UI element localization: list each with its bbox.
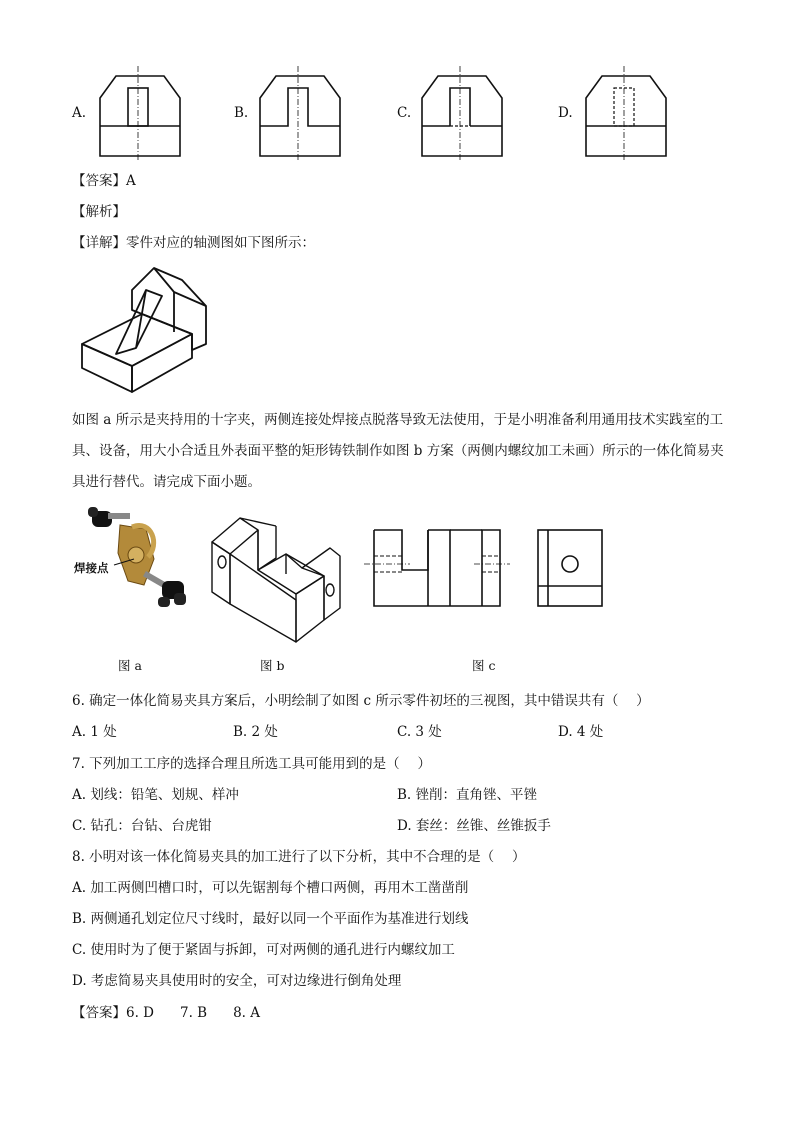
q7-stem: 7. 下列加工工序的选择合理且所选工具可能用到的是（ ） <box>72 756 431 772</box>
figure-c-three-views <box>364 522 614 618</box>
q8-stem: 8. 小明对该一体化简易夹具的加工进行了以下分析，其中不合理的是（ ） <box>72 849 526 865</box>
q7-option-a: A. 划线：铅笔、划规、样冲 <box>72 787 239 803</box>
isometric-part-drawing <box>76 262 216 397</box>
analysis-tag: 【解析】 <box>72 204 126 220</box>
detail-tag: 【详解】 <box>72 235 126 251</box>
option-d-drawing <box>584 64 674 164</box>
q8-option-b: B. 两侧通孔划定位尺寸线时，最好以同一个平面作为基准进行划线 <box>72 911 469 927</box>
q8-option-a: A. 加工两侧凹槽口时，可以先锯割每个槽口两侧，再用木工凿凿削 <box>72 880 469 896</box>
answer2-tag: 【答案】 <box>72 1005 126 1021</box>
caption-b: 图 b <box>260 658 285 673</box>
answer2-q7: 7. B <box>180 1005 208 1021</box>
caption-a: 图 a <box>118 658 142 673</box>
answer2-q6: 6. D <box>126 1005 154 1021</box>
option-b-label: B. <box>234 105 249 121</box>
option-c-drawing <box>420 64 510 164</box>
q6-option-d: D. 4 处 <box>558 724 604 740</box>
option-a-label: A. <box>72 105 87 121</box>
q8-option-c: C. 使用时为了便于紧固与拆卸，可对两侧的通孔进行内螺纹加工 <box>72 942 455 958</box>
q7-option-c: C. 钻孔：台钻、台虎钳 <box>72 818 212 834</box>
option-a-drawing <box>98 64 188 164</box>
answer2-line <box>72 1004 260 1022</box>
answer2-q8: 8. A <box>233 1005 261 1021</box>
q6-option-b: B. 2 处 <box>233 724 278 740</box>
q7-option-b: B. 锉削：直角锉、平锉 <box>397 787 538 803</box>
option-d-label: D. <box>558 105 573 121</box>
option-b-drawing <box>258 64 348 164</box>
weld-point-label: 焊接点 <box>74 561 109 575</box>
q6-option-c: C. 3 处 <box>397 724 442 740</box>
q6-option-a: A. 1 处 <box>72 724 117 740</box>
q8-option-d: D. 考虑简易夹具使用时的安全，可对边缘进行倒角处理 <box>72 973 402 989</box>
intro-paragraph: 如图 a 所示是夹持用的十字夹，两侧连接处焊接点脱落导致无法使用，于是小明准备利用通用技术实践室的工具、设备，用大小合适且外表面平整的矩形铸铁制作如图 b 方案（两侧内螺纹加工未画）所示的一体化简易夹具进行替代。请完成下面小题。 <box>72 412 724 490</box>
detail-text: 零件对应的轴测图如下图所示： <box>126 235 315 251</box>
answer-line <box>72 172 136 190</box>
figure-b-u-clamp <box>206 512 342 648</box>
detail-line <box>72 234 315 252</box>
answer-value: A <box>126 173 136 189</box>
q6-stem: 6. 确定一体化简易夹具方案后，小明绘制了如图 c 所示零件初坯的三视图，其中错误共有（ ） <box>72 693 650 709</box>
q7-option-d: D. 套丝：丝锥、丝锥扳手 <box>397 818 551 834</box>
caption-c: 图 c <box>472 658 496 673</box>
answer-tag: 【答案】 <box>72 173 126 189</box>
option-c-label: C. <box>397 105 412 121</box>
